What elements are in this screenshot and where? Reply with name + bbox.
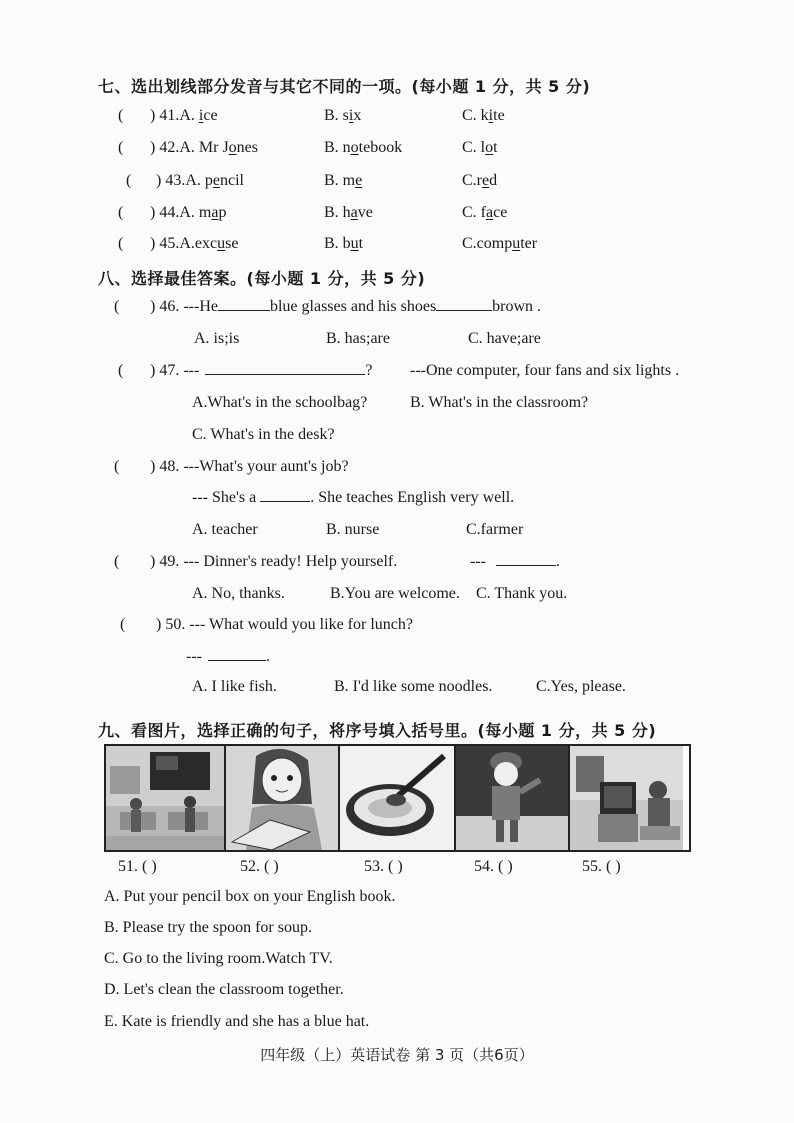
answer-paren[interactable]: ( bbox=[120, 616, 126, 633]
picture-girl-book bbox=[226, 746, 340, 850]
picture-boy-hat bbox=[456, 746, 570, 850]
option-47-c: C. What's in the desk? bbox=[192, 426, 335, 443]
question-50: ) 50. --- What would you like for lunch? bbox=[156, 616, 413, 633]
option-49-c: C. Thank you. bbox=[476, 585, 568, 602]
question-49: ) 49. --- Dinner's ready! Help yourself. bbox=[150, 553, 398, 570]
option-42-c: C. lot bbox=[462, 139, 498, 156]
answer-52[interactable]: 52. ( ) bbox=[240, 858, 279, 875]
answer-paren[interactable]: ( bbox=[118, 107, 124, 124]
answer-53[interactable]: 53. ( ) bbox=[364, 858, 403, 875]
picture-classroom bbox=[106, 746, 226, 850]
answer-55[interactable]: 55. ( ) bbox=[582, 858, 621, 875]
section-9-title: 九、看图片，选择正确的句子，将序号填入括号里。(每小题 1 分，共 5 分) bbox=[98, 721, 657, 740]
option-45-b: B. but bbox=[324, 235, 364, 252]
answer-paren[interactable]: ( bbox=[126, 172, 132, 189]
option-41-b: B. six bbox=[324, 107, 362, 124]
answer-54[interactable]: 54. ( ) bbox=[474, 858, 513, 875]
answer-paren[interactable]: ( bbox=[114, 458, 120, 475]
answer-paren[interactable]: ( bbox=[114, 553, 120, 570]
answer-paren[interactable]: ( bbox=[118, 204, 124, 221]
option-c: C. Go to the living room.Watch TV. bbox=[104, 950, 333, 967]
option-44-c: C. face bbox=[462, 204, 508, 221]
option-48-b: B. nurse bbox=[326, 521, 380, 538]
option-50-c: C.Yes, please. bbox=[536, 678, 626, 695]
question-45: ) 45.A.excuse bbox=[150, 235, 239, 252]
question-43: ) 43.A. pencil bbox=[156, 172, 244, 189]
page-footer: 四年级（上）英语试卷 第 3 页（共6页） bbox=[260, 1046, 534, 1064]
answer-51[interactable]: 51. ( ) bbox=[118, 858, 157, 875]
answer-paren[interactable]: ( bbox=[118, 235, 124, 252]
question-46: ) 46. ---He blue glasses and his shoes brown . bbox=[150, 298, 542, 315]
option-47-b: B. What's in the classroom? bbox=[410, 394, 589, 411]
answer-paren[interactable]: ( bbox=[114, 298, 120, 315]
option-b: B. Please try the spoon for soup. bbox=[104, 919, 312, 936]
option-41-c: C. kite bbox=[462, 107, 505, 124]
question-48: ) 48. ---What's your aunt's job? bbox=[150, 458, 349, 475]
option-46-b: B. has;are bbox=[326, 330, 390, 347]
section-8-title: 八、选择最佳答案。(每小题 1 分，共 5 分) bbox=[98, 269, 426, 288]
option-50-b: B. I'd like some noodles. bbox=[334, 678, 493, 695]
option-47-a: A.What's in the schoolbag? bbox=[192, 394, 368, 411]
question-47: ) 47. --- ? bbox=[150, 362, 373, 379]
option-d: D. Let's clean the classroom together. bbox=[104, 981, 344, 998]
reply-49: --- . bbox=[470, 553, 560, 570]
option-43-c: C.red bbox=[462, 172, 498, 189]
option-48-c: C.farmer bbox=[466, 521, 524, 538]
reply-50: --- . bbox=[186, 648, 270, 665]
answer-paren[interactable]: ( bbox=[118, 139, 124, 156]
question-44: ) 44.A. map bbox=[150, 204, 227, 221]
option-44-b: B. have bbox=[324, 204, 373, 221]
option-49-b: B.You are welcome. bbox=[330, 585, 460, 602]
option-a: A. Put your pencil box on your English book. bbox=[104, 888, 396, 905]
option-42-b: B. notebook bbox=[324, 139, 403, 156]
picture-spoon-bowl bbox=[340, 746, 456, 850]
question-41: ) 41.A. ice bbox=[150, 107, 218, 124]
option-45-c: C.computer bbox=[462, 235, 538, 252]
section-7-title: 七、选出划线部分发音与其它不同的一项。(每小题 1 分，共 5 分) bbox=[98, 77, 591, 96]
reply-48: --- She's a . She teaches English very well. bbox=[192, 489, 515, 506]
option-e: E. Kate is friendly and she has a blue hat. bbox=[104, 1013, 370, 1030]
option-50-a: A. I like fish. bbox=[192, 678, 277, 695]
question-42: ) 42.A. Mr Jones bbox=[150, 139, 258, 156]
picture-living-room-tv bbox=[570, 746, 683, 850]
option-48-a: A. teacher bbox=[192, 521, 258, 538]
option-49-a: A. No, thanks. bbox=[192, 585, 285, 602]
picture-strip bbox=[104, 744, 691, 852]
option-46-c: C. have;are bbox=[468, 330, 541, 347]
option-46-a: A. is;is bbox=[194, 330, 240, 347]
answer-paren[interactable]: ( bbox=[118, 362, 124, 379]
option-43-b: B. me bbox=[324, 172, 363, 189]
reply-47: ---One computer, four fans and six lights . bbox=[410, 362, 680, 379]
